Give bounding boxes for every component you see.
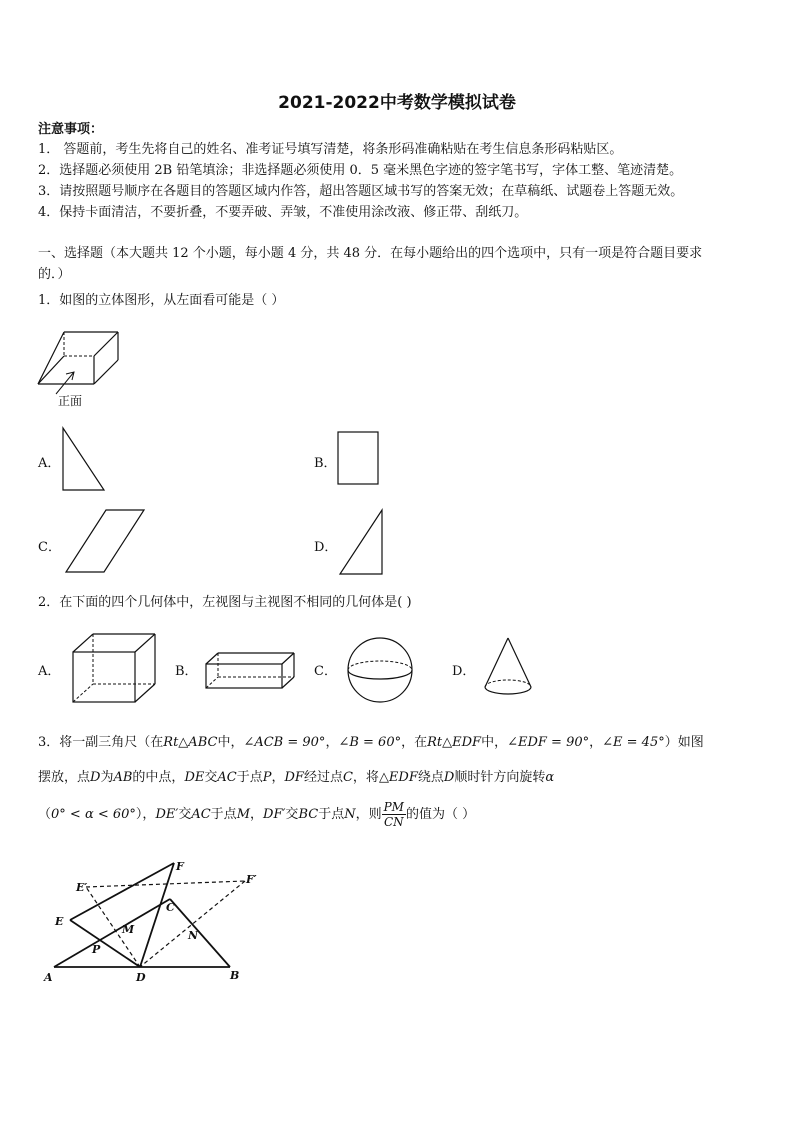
question-3-line-2: 摆放，点D为AB的中点，DE交AC于点P，DF经过点C，将△EDF绕点D顺时针方向旋转α: [38, 770, 555, 785]
fraction-pm-cn: $\frac{PM}{CN}$: [383, 800, 404, 829]
question-3-line-1: 3．将一副三角尺（在Rt△ABC中，∠ACB = 90°，∠B = 60°，在Rt△EDF中，∠EDF = 90°，∠E = 45°）如图: [38, 735, 704, 750]
q2-sphere-figure: [346, 636, 416, 706]
q2-cube-figure: [70, 632, 160, 706]
q1-option-a-figure: [60, 426, 110, 496]
option-b[interactable]: B．: [175, 664, 198, 679]
point-label-b: B: [230, 969, 240, 982]
option-c[interactable]: C．: [38, 540, 61, 555]
notice-item: 1． 答题前，考生先将自己的姓名、准考证号填写清楚，将条形码准确粘贴在考生信息条形码粘贴区。: [38, 142, 623, 157]
option-c[interactable]: C．: [314, 664, 337, 679]
point-label-p: P: [92, 943, 101, 956]
point-label-e-prime: E′: [76, 881, 88, 894]
notice-heading: 注意事项：: [38, 122, 104, 137]
option-d[interactable]: D．: [314, 540, 338, 555]
point-label-e: E: [55, 915, 64, 928]
point-label-n: N: [188, 929, 199, 942]
question-2-stem: 2．在下面的四个几何体中，左视图与主视图不相同的几何体是( ): [38, 595, 412, 610]
notice-item: 2．选择题必须使用 2B 铅笔填涂；非选择题必须使用 0．5 毫米黑色字迹的签字笔书写，字体工整、笔迹清楚。: [38, 163, 683, 178]
q1-option-b-figure: [336, 430, 382, 488]
section-heading: 一、选择题（本大题共 12 个小题，每小题 4 分，共 48 分．在每小题给出的四个选项中，只有一项是符合题目要求: [38, 246, 703, 261]
point-label-d: D: [136, 971, 146, 984]
point-label-f-prime: F′: [246, 873, 257, 886]
point-label-a: A: [44, 971, 53, 984]
q3-geometry-figure: [40, 855, 270, 990]
q2-cone-figure: [482, 636, 536, 700]
option-d[interactable]: D．: [452, 664, 476, 679]
point-label-c: C: [166, 901, 175, 914]
q2-cuboid-figure: [203, 650, 299, 694]
point-label-m: M: [122, 923, 135, 936]
q1-option-c-figure: [60, 508, 150, 576]
section-heading-cont: 的．）: [38, 267, 71, 282]
page-title: 2021-2022中考数学模拟试卷: [278, 93, 516, 113]
question-3-line-3: （0° < α < 60°），DE′交AC于点M，DF′交BC于点N，则 $\frac{PM}{CN}$ 的值为（ ）: [38, 800, 476, 829]
option-a[interactable]: A．: [38, 456, 61, 471]
question-1-stem: 1．如图的立体图形，从左面看可能是（ ）: [38, 293, 285, 308]
q1-option-d-figure: [336, 508, 388, 578]
option-a[interactable]: A．: [38, 664, 61, 679]
option-b[interactable]: B．: [314, 456, 337, 471]
front-face-label: 正面: [58, 394, 83, 408]
point-label-f: F: [176, 860, 184, 873]
notice-item: 3．请按照题号顺序在各题目的答题区域内作答，超出答题区域书写的答案无效；在草稿纸、试题卷上答题无效。: [38, 184, 684, 199]
notice-item: 4．保持卡面清洁，不要折叠，不要弄破、弄皱，不准使用涂改液、修正带、刮纸刀。: [38, 205, 528, 220]
